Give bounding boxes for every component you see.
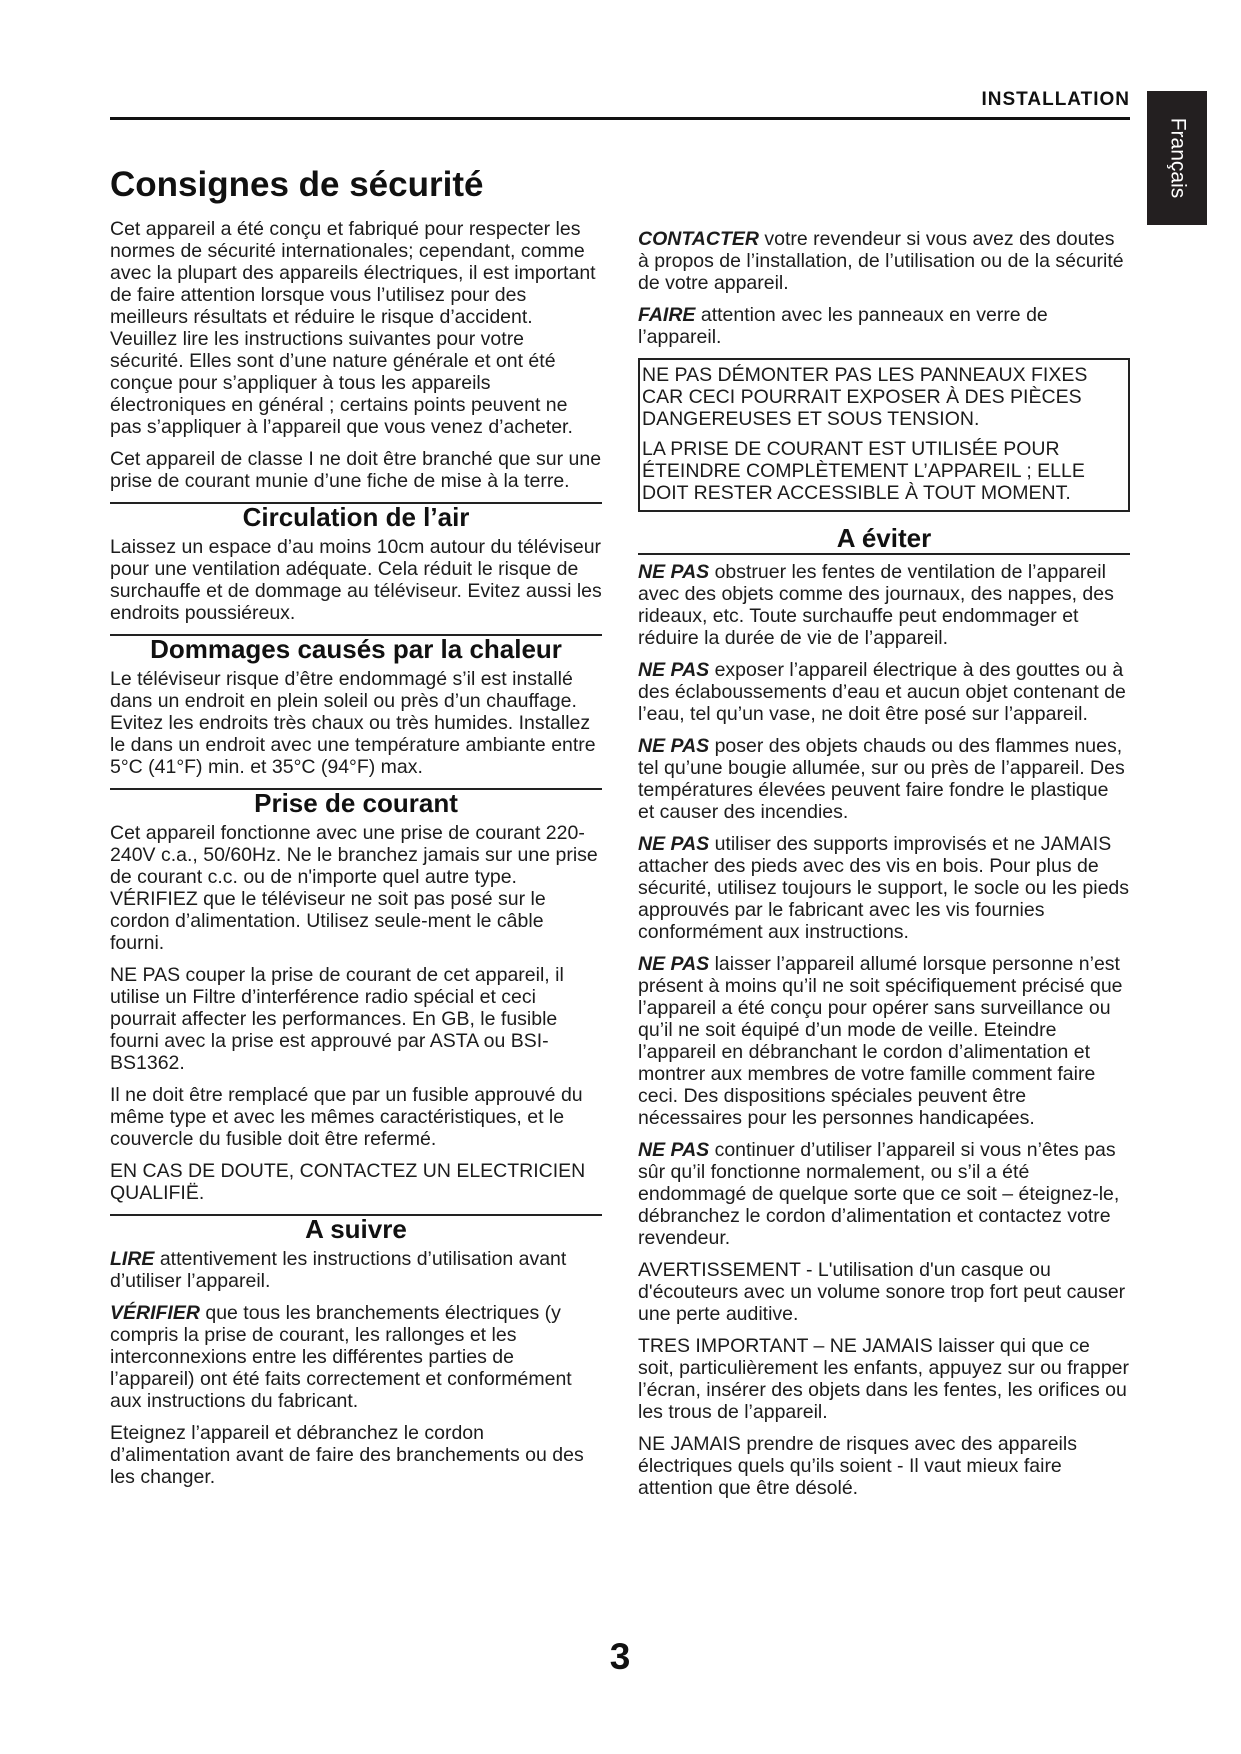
keyword: NE PAS bbox=[638, 735, 710, 757]
avoid-item-text: laisser l’appareil allumé lorsque personne n’est présent à moins qu’il ne soit spécifiquement précisé que l’appareil a été conçu pour opérer sans surveillance ou qu’il ne soit équipé d’un mode de veille. Eteindre l’appareil en débranchant le cordon d’alimentation et montrer aux membres de votre famille comment faire ceci. Des dispositions spéciales peuvent être nécessaires pour les personnes handicapées. bbox=[638, 953, 1123, 1129]
avoid-heading: A éviter bbox=[638, 526, 1130, 555]
intro-paragraph: Cet appareil de classe I ne doit être branché que sur une prise de courant munie d’une fiche de mise à la terre. bbox=[110, 448, 602, 492]
warning-box bbox=[638, 358, 1130, 512]
avoid-item-text: poser des objets chauds ou des flammes nues, tel qu’une bougie allumée, sur ou près de l’appareil. Des températures élevées peuvent faire fondre le plastique et causer des incendies. bbox=[638, 735, 1125, 823]
warning-box-text: LA PRISE DE COURANT EST UTILISÉE POUR ÉTEINDRE COMPLÈTEMENT L’APPAREIL ; ELLE DOIT RESTER ACCESSIBLE À TOUT MOMENT. bbox=[642, 438, 1085, 504]
avoid-item-text: continuer d’utiliser l’appareil si vous n’êtes pas sûr qu’il fonctionne normalement, ou s’il a été endommagé de quelque sorte que ce soit – éteignez-le, débranchez le cordon d’alimentation et contactez votre revendeur. bbox=[638, 1139, 1120, 1249]
contact-item bbox=[638, 228, 1130, 294]
follow-item bbox=[110, 1302, 602, 1412]
intro-paragraph: Cet appareil a été conçu et fabriqué pour respecter les normes de sécurité internationales; cependant, comme avec la plupart des appareils électriques, il est important de faire attention lorsque vous l’utilisez pour des meilleurs résultats et réduire le risque d’accident. Veuillez lire les instructions suivantes pour votre sécurité. Elles sont d’une nature générale et ont été conçue pour s’appliquer à tous les appareils électroniques en général ; certains points peuvent ne pas s’appliquer à l’appareil que vous venez d’acheter. bbox=[110, 218, 596, 438]
heat-damage-heading: Dommages causés par la chaleur bbox=[110, 634, 602, 662]
power-outlet-text: EN CAS DE DOUTE, CONTACTEZ UN ELECTRICIEN QUALIFIË. bbox=[110, 1160, 586, 1204]
keyword: NE PAS bbox=[638, 659, 710, 681]
page-number: 3 bbox=[609, 1636, 631, 1677]
air-circulation-text: Laissez un espace d’au moins 10cm autour du téléviseur pour une ventilation adéquate. Cela réduit le risque de surchauffe et de dommage au téléviseur. Evitez aussi les endroits poussiéreux. bbox=[110, 536, 602, 624]
very-important-notice: TRES IMPORTANT – NE JAMAIS laisser qui que ce soit, particulièrement les enfants, appuyez sur ou frapper l’écran, insérer des objets dans les fentes, les orifices ou les trous de l’appareil. bbox=[638, 1335, 1130, 1423]
power-outlet-text: Il ne doit être remplacé que par un fusible approuvé du même type et avec les mêmes caractéristiques, et le couvercle du fusible doit être refermé. bbox=[110, 1084, 583, 1150]
keyword: VÉRIFIER bbox=[110, 1302, 200, 1324]
avoid-item bbox=[638, 735, 1130, 823]
keyword: NE PAS bbox=[638, 953, 710, 975]
language-tab-label: Français bbox=[1166, 117, 1189, 199]
follow-heading: A suivre bbox=[110, 1214, 602, 1242]
keyword: CONTACTER bbox=[638, 228, 759, 250]
avoid-item-text: obstruer les fentes de ventilation de l’appareil avec des objets comme des journaux, des nappes, des rideaux, etc. Toute surchauffe peut endommager et réduire la durée de vie de l’appareil. bbox=[638, 561, 1114, 649]
avoid-item bbox=[638, 953, 1130, 1129]
air-circulation-heading: Circulation de l’air bbox=[110, 502, 602, 530]
avoid-item bbox=[638, 561, 1130, 649]
power-outlet-text: NE PAS couper la prise de courant de cet appareil, il utilise un Filtre d’interférence radio spécial et ceci pourrait affecter les performances. En GB, le fusible fourni avec la prise est approuvé par ASTA ou BSI-BS1362. bbox=[110, 964, 564, 1074]
warning-box-text: NE PAS DÉMONTER PAS LES PANNEAUX FIXES CAR CECI POURRAIT EXPOSER À DES PIÈCES DANGEREUSES ET SOUS TENSION. bbox=[642, 364, 1088, 430]
follow-item-text: que tous les branchements électriques (y compris la prise de courant, les rallonges et les interconnexions entre les différentes parties de l’appareil) ont été faits correctement et conformément aux instructions du fabricant. bbox=[110, 1302, 572, 1412]
right-column bbox=[638, 228, 1130, 1509]
keyword: NE PAS bbox=[638, 833, 710, 855]
header-divider bbox=[110, 117, 1130, 120]
headphone-warning: AVERTISSEMENT - L'utilisation d'un casque ou d'écouteurs avec un volume sonore trop fort peut causer une perte auditive. bbox=[638, 1259, 1126, 1325]
avoid-item-text: utiliser des supports improvisés et ne JAMAIS attacher des pieds avec des vis en bois. Pour plus de sécurité, utilisez toujours le support, le socle ou les pieds approuvés par le fabricant avec les vis fournies conformément aux instructions. bbox=[638, 833, 1130, 943]
avoid-item-text: exposer l’appareil électrique à des gouttes ou à des éclaboussements d’eau et aucun objet contenant de l’eau, tel qu’un vase, ne doit être posé sur l’appareil. bbox=[638, 659, 1126, 725]
keyword: LIRE bbox=[110, 1248, 155, 1270]
keyword: NE PAS bbox=[638, 561, 710, 583]
never-notice: NE JAMAIS prendre de risques avec des appareils électriques quels qu’ils soient - Il vaut mieux faire attention que être désolé. bbox=[638, 1433, 1077, 1499]
page-title: Consignes de sécurité bbox=[110, 165, 484, 204]
follow-item-text: attentivement les instructions d’utilisation avant d’utiliser l’appareil. bbox=[110, 1248, 567, 1292]
avoid-item bbox=[638, 659, 1130, 725]
section-label: INSTALLATION bbox=[981, 89, 1130, 110]
glass-care-item bbox=[638, 304, 1130, 348]
keyword: FAIRE bbox=[638, 304, 696, 326]
avoid-item bbox=[638, 1139, 1130, 1249]
contact-text: votre revendeur si vous avez des doutes à propos de l’installation, de l’utilisation ou de la sécurité de votre appareil. bbox=[638, 228, 1124, 294]
avoid-item bbox=[638, 833, 1130, 943]
follow-item bbox=[110, 1248, 602, 1292]
glass-care-text: attention avec les panneaux en verre de l’appareil. bbox=[638, 304, 1048, 348]
power-outlet-heading: Prise de courant bbox=[110, 788, 602, 816]
language-tab bbox=[1147, 91, 1207, 225]
follow-item-text: Eteignez l’appareil et débranchez le cordon d’alimentation avant de faire des branchements ou des les changer. bbox=[110, 1422, 584, 1488]
left-column bbox=[110, 218, 602, 1498]
heat-damage-text: Le téléviseur risque d’être endommagé s’il est installé dans un endroit en plein soleil ou près d’un chauffage. Evitez les endroits très chaux ou très humides. Installez le dans un endroit avec une température ambiante entre 5°C (41°F) min. et 35°C (94°F) max. bbox=[110, 668, 596, 778]
power-outlet-text: Cet appareil fonctionne avec une prise de courant 220-240V c.a., 50/60Hz. Ne le branchez jamais sur une prise de courant c.c. ou de n'importe quel autre type. VÉRIFIEZ que le téléviseur ne soit pas posé sur le cordon d’alimentation. Utilisez seule-ment le câble fourni. bbox=[110, 822, 598, 954]
keyword: NE PAS bbox=[638, 1139, 710, 1161]
